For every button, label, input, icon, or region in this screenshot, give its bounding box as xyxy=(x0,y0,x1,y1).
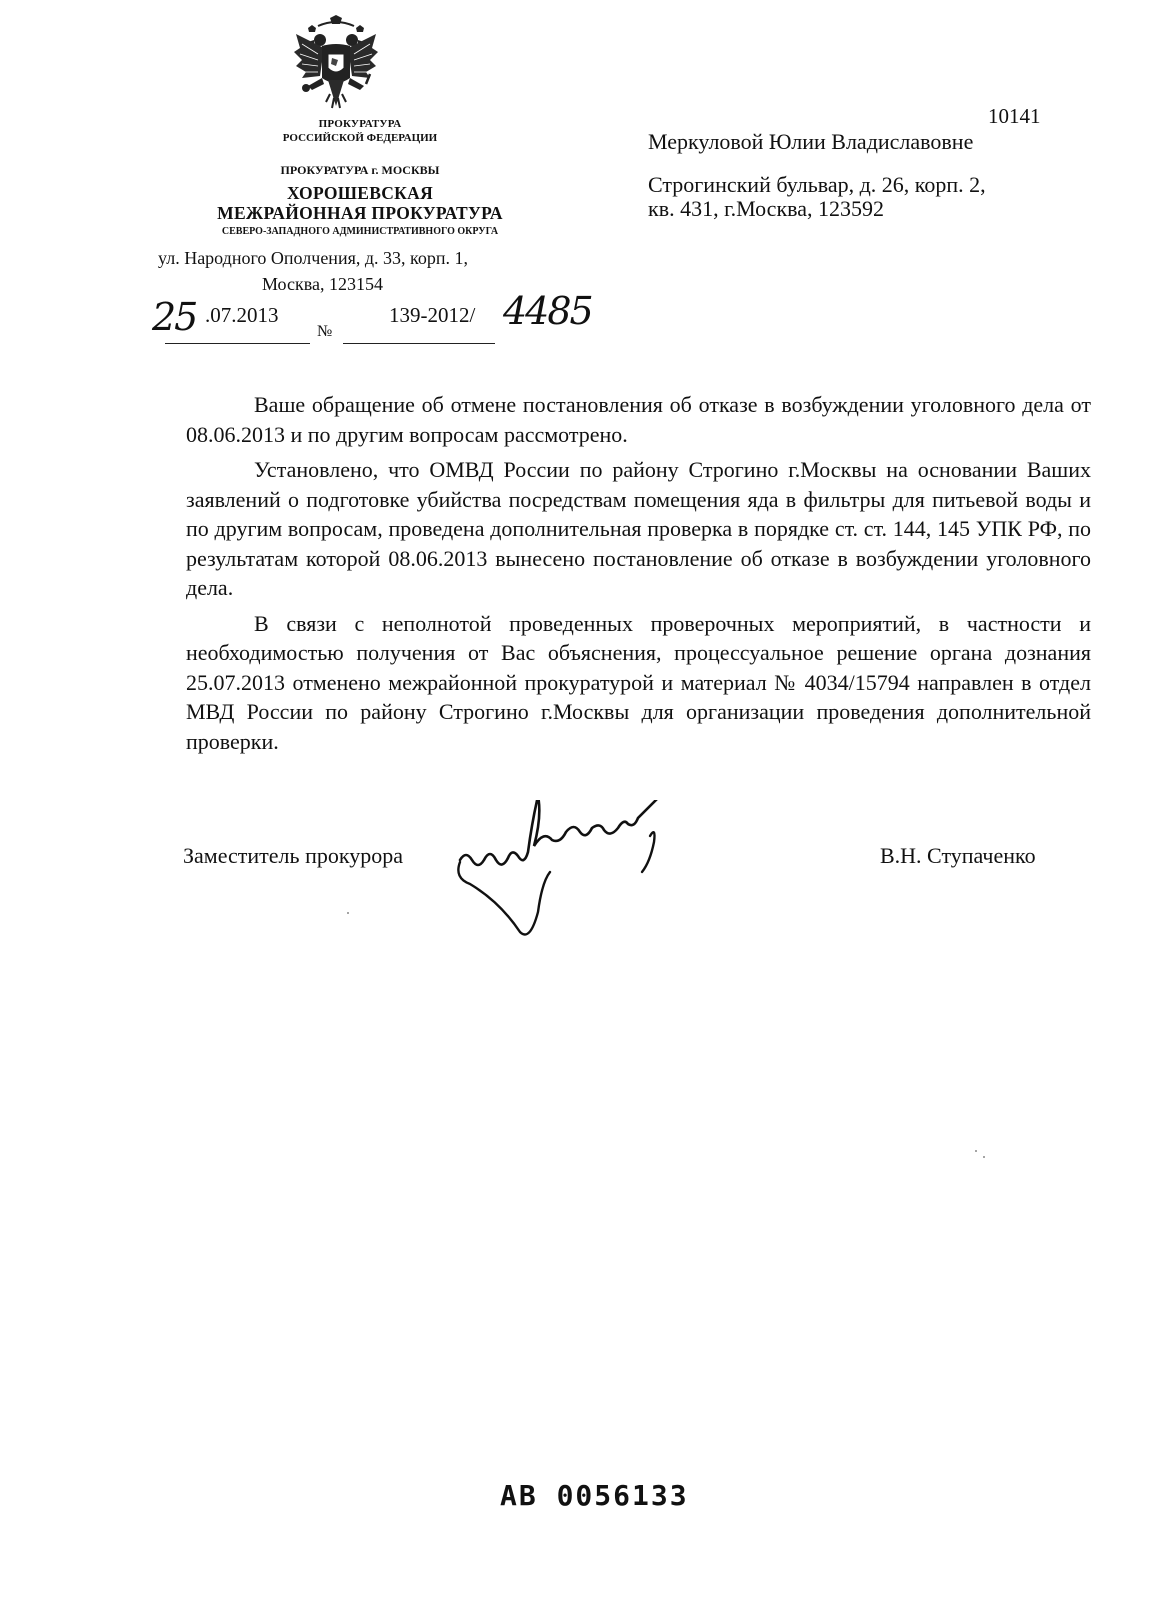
registration-number: 10141 xyxy=(988,104,1041,128)
sender-address-line-1: ул. Народного Ополчения, д. 33, корп. 1, xyxy=(158,248,468,268)
recipient-address-line-1: Строгинский бульвар, д. 26, корп. 2, xyxy=(648,172,986,197)
signatory-name: В.Н. Ступаченко xyxy=(880,843,1036,868)
date-underline xyxy=(165,343,310,344)
org-line-5: МЕЖРАЙОННАЯ ПРОКУРАТУРА xyxy=(217,203,503,223)
typed-date: .07.2013 xyxy=(205,303,279,327)
handwritten-signature xyxy=(440,800,720,940)
recipient-name: Меркуловой Юлии Владиславовне xyxy=(648,129,974,154)
double-headed-eagle-emblem-icon xyxy=(290,14,382,118)
scan-speck xyxy=(347,912,349,914)
org-line-1: ПРОКУРАТУРА xyxy=(318,118,402,130)
handwritten-outgoing-number: 4485 xyxy=(503,289,592,333)
body-paragraph-3: В связи с неполнотой проведенных проверочных мероприятий, в частности и необходимостью получения от Вас объяснения, процессуальное решение органа дознания 25.07.2013 отменено межрайонной прокуратурой и материал № 4034/15794 направлен в отдел МВД России по району Строгино г.Москвы для организации проведения дополнительной проверки. xyxy=(186,610,1091,754)
org-line-6: СЕВЕРО-ЗАПАДНОГО АДМИНИСТРАТИВНОГО ОКРУГА xyxy=(221,226,499,237)
org-line-3: ПРОКУРАТУРА г. МОСКВЫ xyxy=(280,163,440,177)
handwritten-day: 25 xyxy=(152,295,197,339)
typed-outgoing-number: 139-2012/ xyxy=(389,303,476,327)
recipient-address-line-2: кв. 431, г.Москва, 123592 xyxy=(648,196,884,221)
org-line-2: РОССИЙСКОЙ ФЕДЕРАЦИИ xyxy=(282,132,438,144)
body-paragraph-2: Установлено, что ОМВД России по району Строгино г.Москвы на основании Ваших заявлений о подготовке убийства посредствам помещения яда в фильтры для питьевой воды и по другим вопросам, проведена дополнительная проверка в порядке ст. ст. 144, 145 УПК РФ, по результатам которой 08.06.2013 вынесено постановление об отказе в возбуждении уголовного дела. xyxy=(186,457,1091,600)
signatory-title: Заместитель прокурора xyxy=(183,843,403,868)
sender-address-line-2: Москва, 123154 xyxy=(262,274,383,294)
scan-speck xyxy=(983,1156,985,1158)
number-label: № xyxy=(317,323,333,340)
letter-body xyxy=(186,390,1091,762)
org-line-4: ХОРОШЕВСКАЯ xyxy=(286,183,434,203)
body-paragraph-1: Ваше обращение об отмене постановления об отказе в возбуждении уголовного дела от 08.06.2013 и по другим вопросам рассмотрено. xyxy=(186,392,1091,447)
number-underline xyxy=(343,343,495,344)
form-serial-number: АВ 0056133 xyxy=(500,1479,689,1512)
scan-speck xyxy=(975,1150,977,1152)
